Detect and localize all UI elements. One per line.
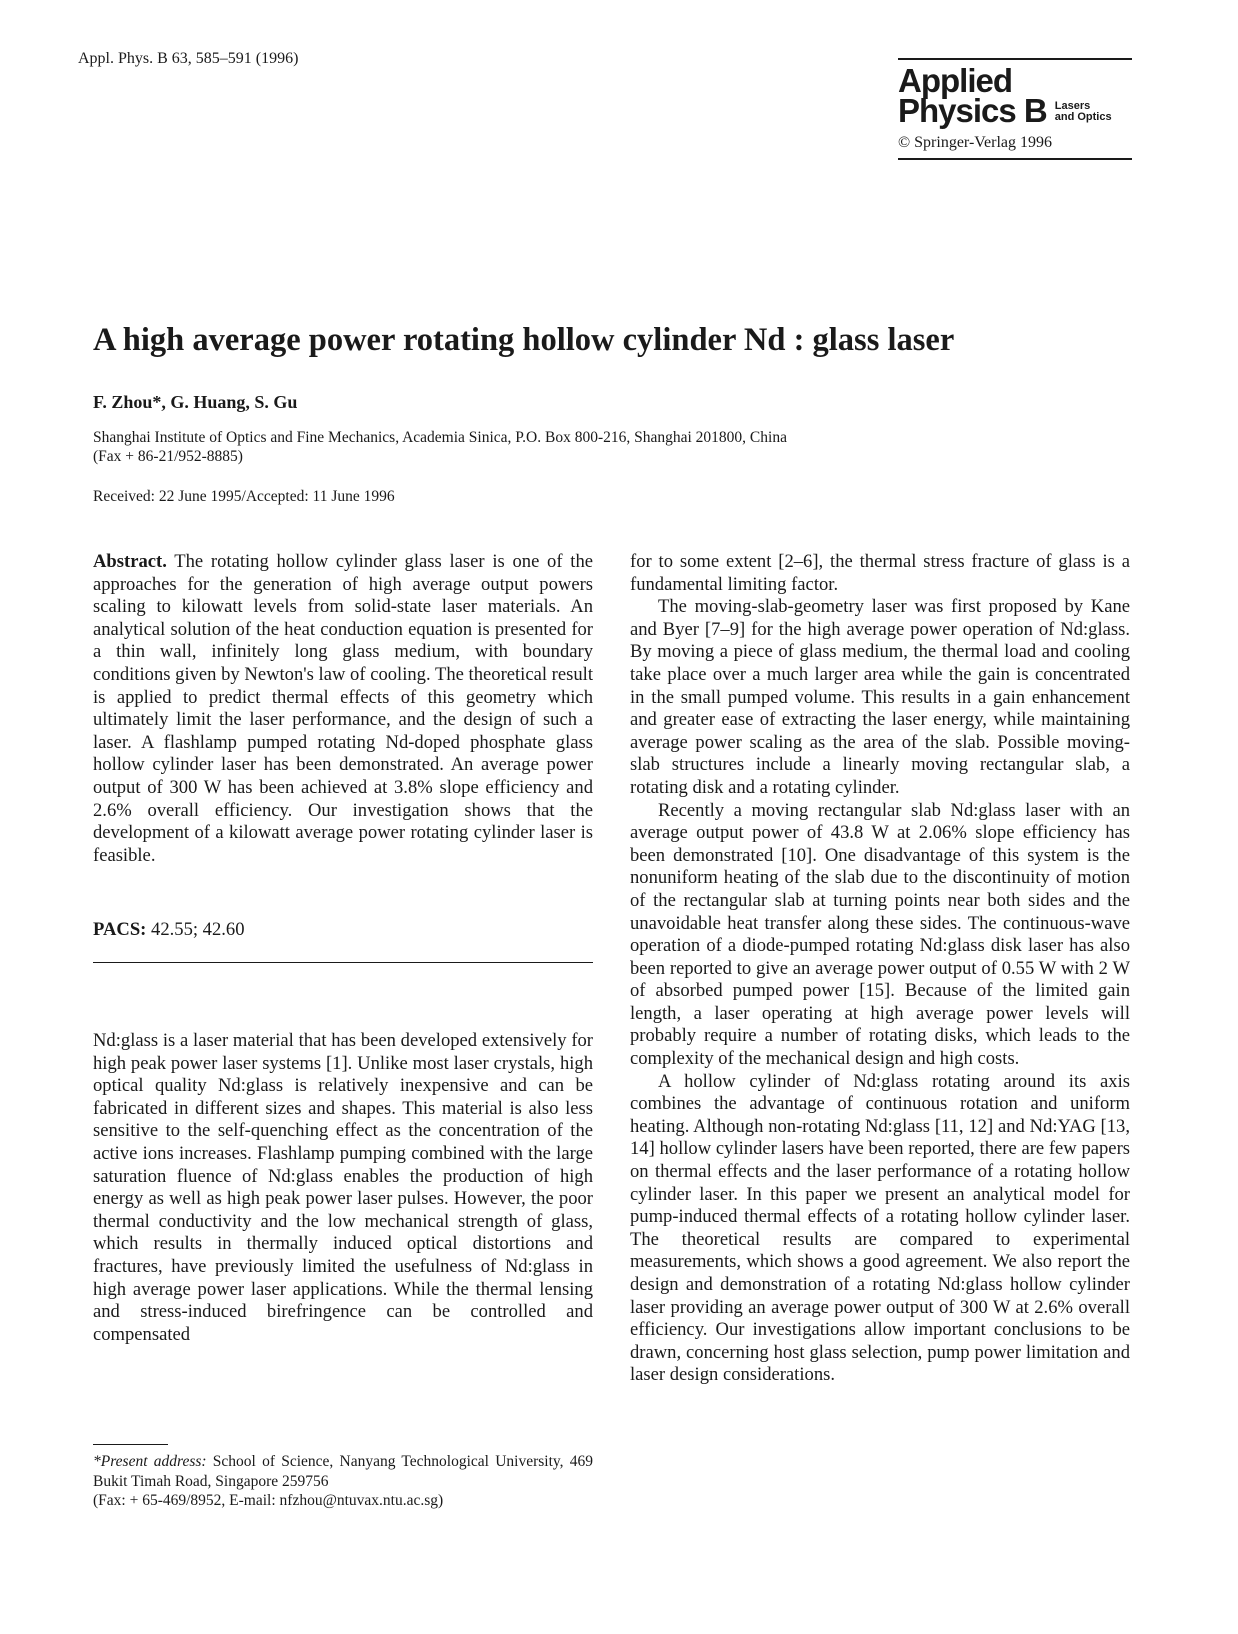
pacs-label: PACS: [93, 919, 147, 940]
affiliation-line-1: Shanghai Institute of Optics and Fine Mechanics, Academia Sinica, P.O. Box 800-216, Shanghai 201800, China [93, 429, 787, 446]
logo-optics-text: and Optics [1054, 111, 1112, 123]
abstract-section [93, 551, 593, 867]
affiliation-line-2: (Fax + 86-21/952-8885) [93, 448, 243, 465]
intro-paragraph-1: Nd:glass is a laser material that has been developed extensively for high peak power laser systems [1]. Unlike most laser crystals, high optical quality Nd:glass is relatively inexpensive and can be fabricated in different sizes and shapes. This material is also less sensitive to the self-quenching effect as the concentration of the active ions increases. Flashlamp pumping combined with the large saturation fluence of Nd:glass enables the production of high energy as well as high peak power laser pulses. However, the poor thermal conductivity and the low mechanical strength of glass, which results in thermally induced optical distortions and fractures, have previously limited the usefulness of Nd:glass in high average power laser applications. While the thermal lensing and stress-induced birefringence can be controlled and compensated [93, 1030, 593, 1345]
logo-subtitle [1055, 101, 1112, 123]
paper-authors: F. Zhou*, G. Huang, S. Gu [93, 392, 298, 412]
introduction-right-column [630, 551, 1130, 1387]
footnote-address: School of Science, Nanyang Technological University, 469 Bukit Timah Road, Singapore 259756 [93, 1453, 593, 1490]
paper-title: A high average power rotating hollow cylinder Nd : glass laser [93, 322, 955, 358]
journal-logo [898, 58, 1132, 160]
abstract-text: The rotating hollow cylinder glass laser is one of the approaches for the generation of high average output powers scaling to kilowatt levels from solid-state laser materials. An analytical solution of the heat conduction equation is presented for a thin wall, infinitely long glass medium, with boundary conditions given by Newton's law of cooling. The theoretical result is applied to predict thermal effects of this geometry which ultimately limit the laser performance, and the design of such a laser. A flashlamp pumped rotating Nd-doped phosphate glass hollow cylinder laser has been demonstrated. An average power output of 300 W has been achieved at 3.8% slope efficiency and 2.6% overall efficiency. Our investigation shows that the development of a kilowatt average power rotating cylinder laser is feasible. [93, 551, 594, 866]
footnote-label: *Present address: [93, 1453, 207, 1470]
logo-top-rule [898, 58, 1132, 60]
abstract-divider [93, 962, 593, 963]
pacs-value: 42.55; 42.60 [151, 919, 245, 940]
logo-bottom-rule [898, 158, 1132, 160]
abstract-label: Abstract. [93, 551, 167, 572]
right-paragraph-4: A hollow cylinder of Nd:glass rotating around its axis combines the advantage of continuous rotation and uniform heating. Although non-rotating Nd:glass [11, 12] and Nd:YAG [13, 14] hollow cylinder lasers have been reported, there are few papers on thermal effects and the laser performance of a rotating hollow cylinder laser. In this paper we present an analytical model for pump-induced thermal effects of a rotating hollow cylinder laser. The theoretical results are compared to experimental measurements, which shows a good agreement. We also report the design and demonstration of a rotating Nd:glass hollow cylinder laser providing an average power output of 300 W at 2.6% overall efficiency. Our investigations allow important conclusions to be drawn, concerning host glass selection, pump power limitation and laser design considerations. [630, 1070, 1130, 1386]
footnote-contact: (Fax: + 65-469/8952, E-mail: nfzhou@ntuvax.ntu.ac.sg) [93, 1492, 444, 1509]
author-footnote [93, 1452, 593, 1511]
footnote-divider [93, 1444, 168, 1445]
pacs-line [93, 919, 593, 941]
right-paragraph-2: The moving-slab-geometry laser was first proposed by Kane and Byer [7–9] for the high average power operation of Nd:glass. By moving a piece of glass medium, the thermal load and cooling take place over a much larger area while the gain is concentrated in the small pumped volume. This results in a gain enhancement and greater ease of extracting the laser energy, while maintaining average power scaling as the area of the slab. Possible moving-slab structures include a linearly moving rectangular slab, a rotating disk and a rotating cylinder. [630, 596, 1130, 798]
author-affiliation [93, 428, 1113, 466]
journal-citation: Appl. Phys. B 63, 585–591 (1996) [78, 50, 299, 67]
right-paragraph-3: Recently a moving rectangular slab Nd:glass laser with an average output power of 43.8 W at 2.06% slope efficiency has been demonstrated [10]. One disadvantage of this system is the nonuniform heating of the slab due to the discontinuity of motion of the rectangular slab at turning points near both sides and the unavoidable heat transfer along these sides. The continuous-wave operation of a diode-pumped rotating Nd:glass disk laser has also been reported to give an average power output of 0.55 W with 2 W of absorbed pumped power [15]. Because of the limited gain length, a laser operating at high average power levels will probably require a number of rotating disks, which leads to the complexity of the mechanical design and high costs. [630, 799, 1130, 1070]
logo-lasers-text: Lasers [1054, 100, 1091, 112]
introduction-left-column [93, 1030, 593, 1346]
logo-applied-text: Applied [898, 62, 1012, 99]
logo-physics-row [898, 92, 1132, 129]
right-paragraph-1: for to some extent [2–6], the thermal stress fracture of glass is a fundamental limiting factor. [630, 551, 1130, 595]
copyright-notice: © Springer-Verlag 1996 [898, 134, 1053, 151]
logo-physics-text: Physics B [898, 92, 1047, 129]
received-dates: Received: 22 June 1995/Accepted: 11 June 1996 [93, 488, 395, 505]
